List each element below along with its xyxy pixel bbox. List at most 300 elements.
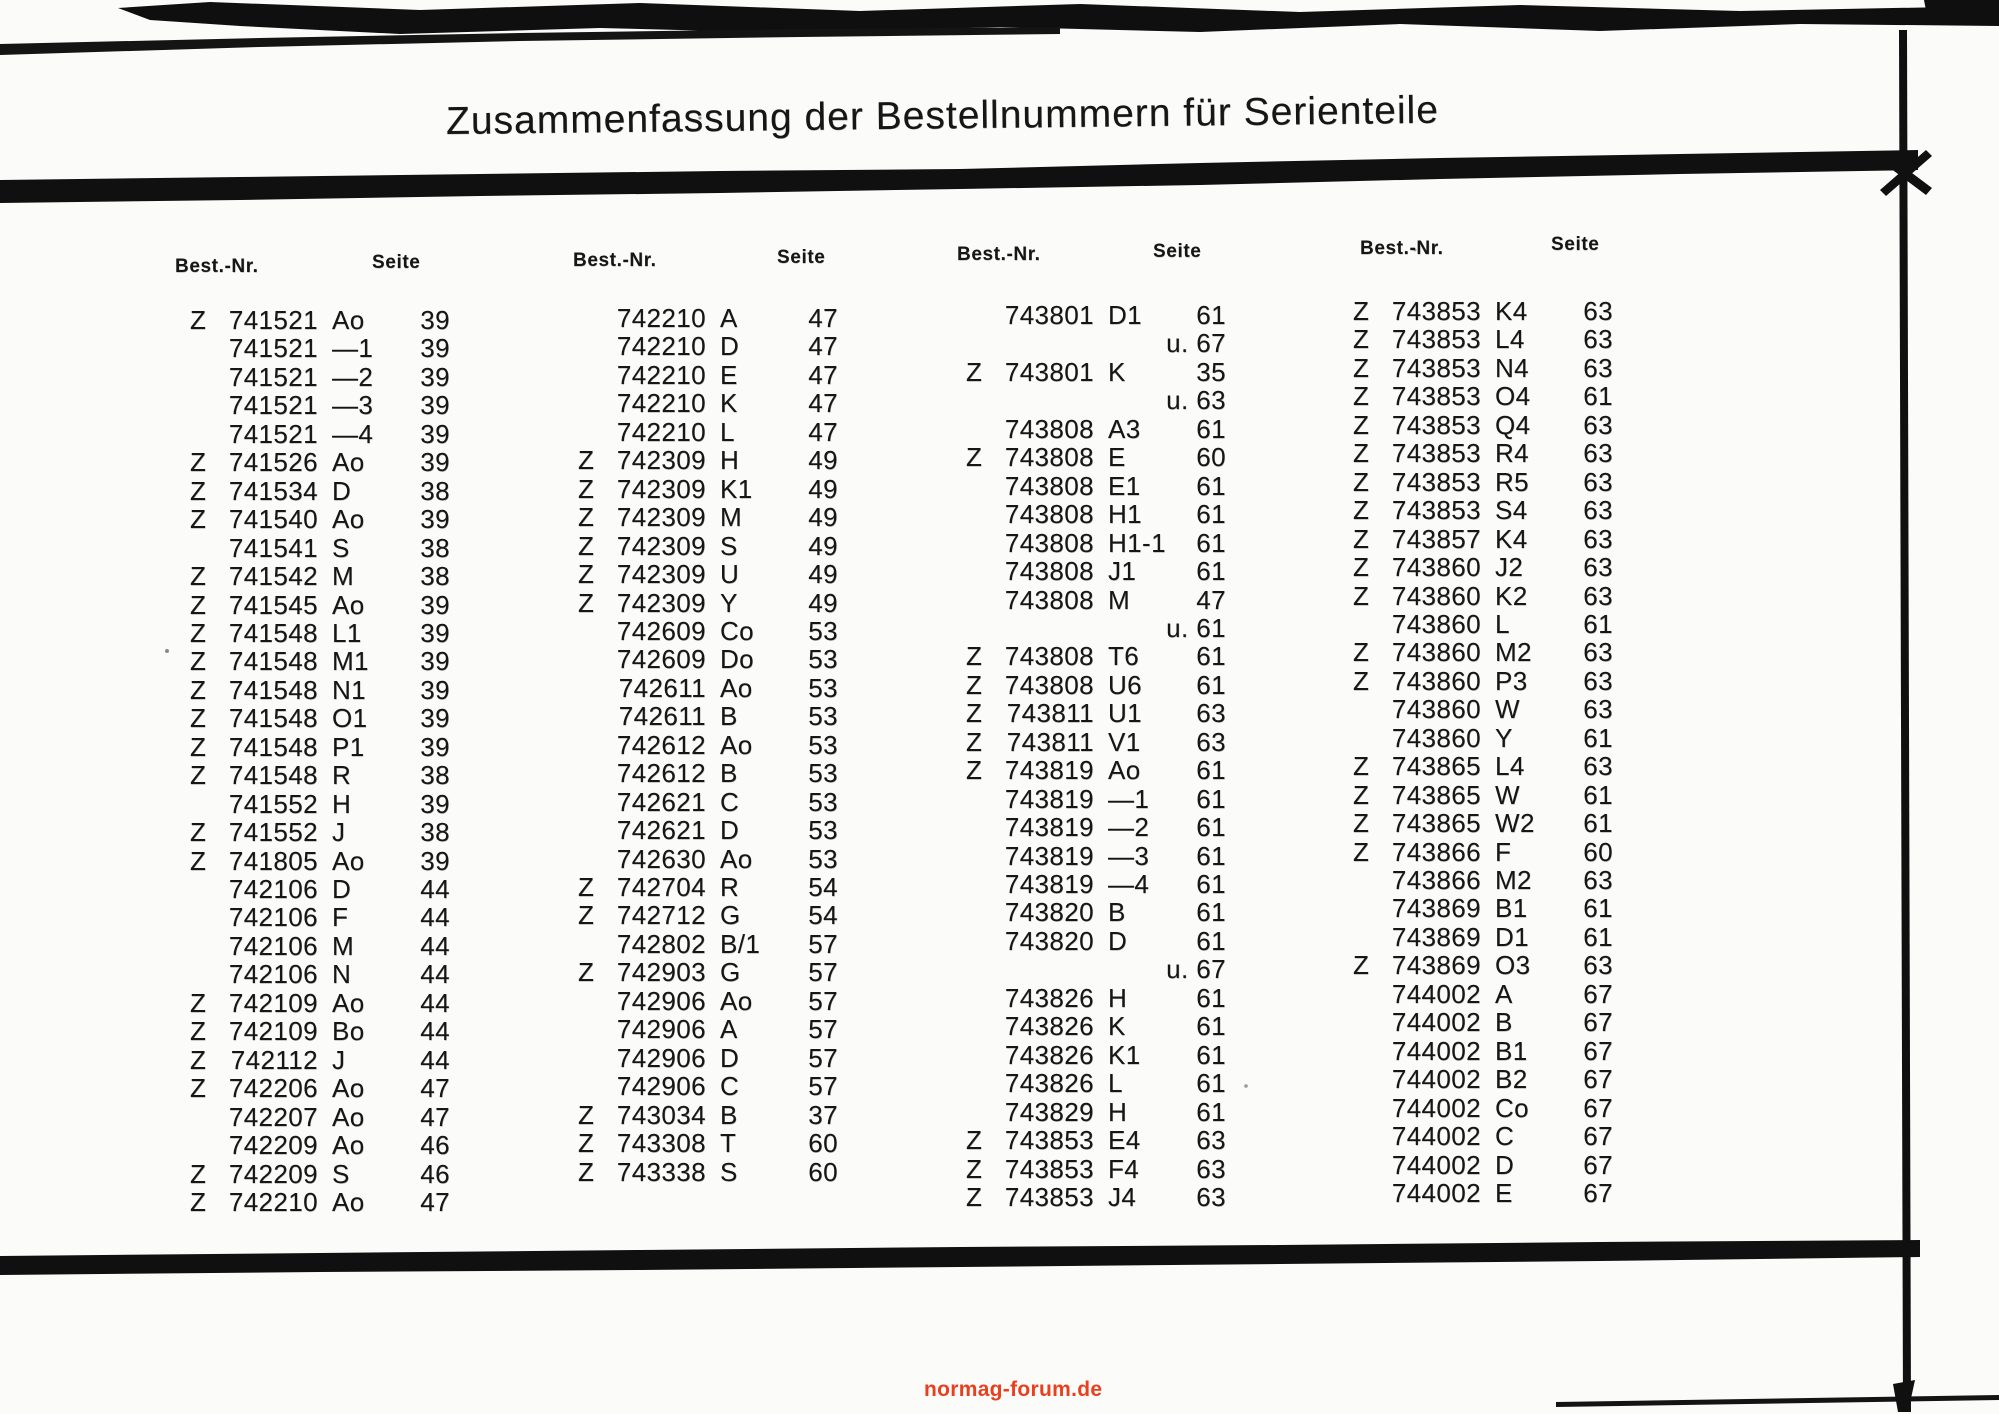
- table-row: [190, 447, 460, 475]
- order-number: 741805: [228, 846, 318, 876]
- page-number: 38: [420, 476, 450, 506]
- table-row: [966, 954, 1236, 982]
- order-number: 742906: [616, 1014, 706, 1044]
- page-number: 49: [808, 559, 838, 589]
- table-row: [578, 559, 848, 587]
- table-row: [1353, 751, 1623, 779]
- order-prefix: Z: [190, 1045, 207, 1075]
- table-row: [1353, 410, 1623, 438]
- table-row: [1353, 723, 1623, 751]
- order-prefix: Z: [1353, 524, 1370, 554]
- order-suffix: H: [332, 789, 352, 819]
- order-suffix: C: [1495, 1121, 1515, 1151]
- order-number: 742210: [228, 1187, 318, 1217]
- order-number: 741541: [228, 533, 318, 563]
- order-suffix: E: [1495, 1178, 1513, 1208]
- table-row: [578, 758, 848, 786]
- table-row: [190, 789, 460, 817]
- table-row: [966, 784, 1236, 812]
- order-prefix: Z: [1353, 950, 1370, 980]
- table-row: [966, 357, 1236, 385]
- order-number: 743808: [1004, 670, 1094, 700]
- order-number: 741552: [228, 817, 318, 847]
- table-row: [578, 815, 848, 843]
- order-number: 743826: [1004, 1068, 1094, 1098]
- page-number: 39: [420, 419, 450, 449]
- page-number: 63: [1583, 581, 1613, 611]
- table-row: [1353, 893, 1623, 921]
- order-suffix: J: [332, 1045, 346, 1075]
- order-number: 743826: [1004, 1040, 1094, 1070]
- table-row: [190, 1102, 460, 1130]
- table-row: [190, 1073, 460, 1101]
- right-margin-bottom-arrow: [1893, 1380, 1915, 1412]
- order-prefix: Z: [190, 561, 207, 591]
- table-row: [966, 528, 1236, 556]
- order-number: 742906: [616, 1071, 706, 1101]
- page-number: 67: [1583, 1121, 1613, 1151]
- page-number: 37: [808, 1100, 838, 1130]
- order-number: 742210: [616, 388, 706, 418]
- order-number: 742906: [616, 986, 706, 1016]
- order-number: 742802: [616, 929, 706, 959]
- order-suffix: Ao: [332, 1187, 365, 1217]
- page-number: 63: [1583, 524, 1613, 554]
- table-row: [966, 1182, 1236, 1210]
- table-row: [578, 417, 848, 445]
- page-number: 63: [1583, 865, 1613, 895]
- order-prefix: Z: [190, 1187, 207, 1217]
- order-number: 742109: [228, 988, 318, 1018]
- order-suffix: J4: [1108, 1182, 1137, 1212]
- order-prefix: Z: [1353, 324, 1370, 354]
- table-row: [190, 1045, 460, 1073]
- order-prefix: Z: [966, 698, 983, 728]
- order-suffix: F: [332, 902, 349, 932]
- page-number: 63: [1583, 694, 1613, 724]
- table-row: [578, 1128, 848, 1156]
- order-number: 742106: [228, 931, 318, 961]
- order-number: 742609: [616, 644, 706, 674]
- order-number: 741521: [228, 362, 318, 392]
- table-row: [578, 1100, 848, 1128]
- order-prefix: Z: [1353, 381, 1370, 411]
- order-suffix: L4: [1495, 324, 1525, 354]
- page-number: 67: [1583, 1093, 1613, 1123]
- order-number: 741521: [228, 419, 318, 449]
- order-suffix: M: [332, 931, 355, 961]
- page-number: 61: [1196, 471, 1226, 501]
- page-number: 39: [420, 646, 450, 676]
- order-prefix: Z: [1353, 780, 1370, 810]
- page-number: 63: [1583, 296, 1613, 326]
- order-suffix: Co: [720, 616, 755, 646]
- order-suffix: T6: [1108, 641, 1140, 671]
- order-suffix: B: [720, 1100, 738, 1130]
- table-row: [190, 931, 460, 959]
- order-number: 741552: [228, 789, 318, 819]
- order-suffix: K4: [1495, 524, 1528, 554]
- order-suffix: L: [1108, 1068, 1123, 1098]
- order-number: 742112: [230, 1045, 318, 1075]
- order-suffix: J1: [1108, 556, 1137, 586]
- table-row: [578, 900, 848, 928]
- page-number: 61: [1196, 841, 1226, 871]
- table-row: [966, 755, 1236, 783]
- order-prefix: Z: [1353, 438, 1370, 468]
- table-row: [190, 874, 460, 902]
- order-suffix: T: [720, 1128, 737, 1158]
- page-number: 63: [1583, 410, 1613, 440]
- title-rule: [0, 150, 1918, 203]
- page-number: 57: [808, 1043, 838, 1073]
- table-row: [966, 926, 1236, 954]
- table-row: [578, 844, 848, 872]
- table-row: [190, 618, 460, 646]
- order-number: 741545: [228, 590, 318, 620]
- order-prefix: Z: [190, 1073, 207, 1103]
- page-number: 61: [1196, 414, 1226, 444]
- order-suffix: R: [332, 760, 352, 790]
- table-row: [1353, 609, 1623, 637]
- order-number: 741521: [228, 305, 318, 335]
- order-number: 743869: [1391, 950, 1481, 980]
- table-column: [190, 305, 460, 1225]
- table-row: [966, 499, 1236, 527]
- page-number: 61: [1196, 897, 1226, 927]
- table-row: [578, 1071, 848, 1099]
- order-prefix: Z: [1353, 495, 1370, 525]
- order-suffix: W: [1495, 694, 1520, 724]
- page-number: 63: [1196, 1154, 1226, 1184]
- table-row: [966, 698, 1236, 726]
- page-number: 53: [808, 844, 838, 874]
- order-suffix: B1: [1495, 893, 1528, 923]
- page-number: 47: [420, 1073, 450, 1103]
- page-number: 67: [1583, 1036, 1613, 1066]
- table-row: [190, 419, 460, 447]
- table-row: [966, 442, 1236, 470]
- order-suffix: —4: [332, 419, 374, 449]
- order-prefix: Z: [966, 1154, 983, 1184]
- table-row: [1353, 865, 1623, 893]
- order-number: 743853: [1004, 1154, 1094, 1184]
- order-suffix: S: [720, 1157, 738, 1187]
- order-number: 742210: [616, 360, 706, 390]
- order-number: 743808: [1004, 471, 1094, 501]
- order-number: 743860: [1391, 666, 1481, 696]
- order-number: 743869: [1391, 893, 1481, 923]
- order-number: 741548: [228, 675, 318, 705]
- table-row: [1353, 666, 1623, 694]
- page-number: 53: [808, 758, 838, 788]
- order-number: 743034: [616, 1100, 706, 1130]
- page-number: 47: [420, 1187, 450, 1217]
- page-number: 53: [808, 787, 838, 817]
- table-column: [966, 300, 1236, 1220]
- order-suffix: F4: [1108, 1154, 1140, 1184]
- order-suffix: K1: [1108, 1040, 1141, 1070]
- page-number: 61: [1196, 499, 1226, 529]
- page-number: 44: [420, 988, 450, 1018]
- page-number: 49: [808, 502, 838, 532]
- page-number: 63: [1583, 353, 1613, 383]
- order-number: 743820: [1004, 926, 1094, 956]
- order-suffix: E: [1108, 442, 1126, 472]
- order-number: 743853: [1391, 381, 1481, 411]
- table-row: [966, 1154, 1236, 1182]
- page-number: 57: [808, 1014, 838, 1044]
- table-row: [190, 959, 460, 987]
- order-prefix: Z: [190, 646, 207, 676]
- page-number: 57: [808, 1071, 838, 1101]
- page-number: 47: [420, 1102, 450, 1132]
- order-prefix: Z: [966, 670, 983, 700]
- order-number: 742612: [616, 758, 706, 788]
- order-number: 741521: [228, 333, 318, 363]
- table-row: [966, 471, 1236, 499]
- order-suffix: N1: [332, 675, 367, 705]
- order-suffix: K: [1108, 357, 1126, 387]
- order-suffix: W: [1495, 780, 1520, 810]
- order-suffix: R: [720, 872, 740, 902]
- table-row: [190, 703, 460, 731]
- table-row: [578, 787, 848, 815]
- order-suffix: L: [1495, 609, 1510, 639]
- table-row: [190, 1130, 460, 1158]
- order-number: 742210: [616, 303, 706, 333]
- order-suffix: M1: [332, 646, 369, 676]
- order-prefix: Z: [966, 755, 983, 785]
- order-number: 743866: [1391, 837, 1481, 867]
- page-number: 61: [1196, 670, 1226, 700]
- page-number: 44: [420, 1016, 450, 1046]
- order-prefix: Z: [966, 1182, 983, 1212]
- table-row: [578, 1157, 848, 1185]
- order-number: 742621: [616, 815, 706, 845]
- table-row: [966, 613, 1236, 641]
- order-suffix: Ao: [332, 846, 365, 876]
- order-number: 743811: [1006, 727, 1094, 757]
- order-number: 744002: [1391, 1150, 1481, 1180]
- page-number: 60: [1583, 837, 1613, 867]
- page-number: 60: [1196, 442, 1226, 472]
- order-prefix: Z: [1353, 353, 1370, 383]
- table-row: [966, 1040, 1236, 1068]
- table-row: [190, 390, 460, 418]
- scan-speck: [165, 649, 169, 653]
- page-number: 63: [1196, 698, 1226, 728]
- page-number: 61: [1583, 922, 1613, 952]
- order-number: 744002: [1391, 1064, 1481, 1094]
- page-number: 67: [1583, 979, 1613, 1009]
- order-number: 741548: [228, 703, 318, 733]
- order-suffix: E: [720, 360, 738, 390]
- order-suffix: O3: [1495, 950, 1531, 980]
- order-number: 743338: [616, 1157, 706, 1187]
- order-prefix: Z: [578, 531, 595, 561]
- order-suffix: —1: [332, 333, 374, 363]
- page-number: 63: [1196, 1182, 1226, 1212]
- page-number: 61: [1583, 381, 1613, 411]
- page-number: 63: [1583, 495, 1613, 525]
- order-number: 742210: [616, 331, 706, 361]
- order-suffix: Ao: [332, 1102, 365, 1132]
- order-prefix: Z: [190, 1016, 207, 1046]
- order-number: 743808: [1004, 414, 1094, 444]
- order-number: 743808: [1004, 641, 1094, 671]
- order-suffix: B: [1495, 1007, 1513, 1037]
- page-number: 44: [420, 902, 450, 932]
- bottom-right-hairline: [1556, 1395, 1999, 1407]
- order-number: 742106: [228, 902, 318, 932]
- page-number: 61: [1583, 780, 1613, 810]
- order-number: 743865: [1391, 751, 1481, 781]
- order-suffix: Ao: [720, 730, 753, 760]
- order-suffix: K2: [1495, 581, 1528, 611]
- page-number: 47: [808, 360, 838, 390]
- table-row: [190, 590, 460, 618]
- order-suffix: D: [1495, 1150, 1515, 1180]
- table-row: [1353, 808, 1623, 836]
- right-margin-line: [1899, 30, 1911, 1412]
- page-number: 67: [1583, 1064, 1613, 1094]
- order-prefix: Z: [1353, 637, 1370, 667]
- page-number: 39: [420, 703, 450, 733]
- page-number: 61: [1196, 755, 1226, 785]
- order-suffix: Q4: [1495, 410, 1531, 440]
- page-number: 53: [808, 815, 838, 845]
- order-suffix: Bo: [332, 1016, 365, 1046]
- order-number: 742704: [616, 872, 706, 902]
- page-number: 39: [420, 504, 450, 534]
- footer-rule: [0, 1240, 1920, 1275]
- order-suffix: —2: [332, 362, 374, 392]
- order-suffix: J2: [1495, 552, 1524, 582]
- page-number: 46: [420, 1159, 450, 1189]
- page-number: 39: [420, 789, 450, 819]
- table-row: [578, 531, 848, 559]
- table-row: [966, 897, 1236, 925]
- order-prefix: Z: [190, 618, 207, 648]
- table-row: [578, 588, 848, 616]
- page-number: 38: [420, 561, 450, 591]
- order-suffix: S4: [1495, 495, 1528, 525]
- page-number: 39: [420, 390, 450, 420]
- page-number: 67: [1583, 1150, 1613, 1180]
- page-number: 54: [808, 872, 838, 902]
- order-number: 742903: [616, 957, 706, 987]
- order-suffix: Y: [1495, 723, 1513, 753]
- order-suffix: D: [332, 476, 352, 506]
- page-number: 38: [420, 533, 450, 563]
- order-number: 743866: [1391, 865, 1481, 895]
- table-row: [1353, 1178, 1623, 1206]
- table-row: [966, 300, 1236, 328]
- column-header-seite: Seite: [372, 252, 421, 273]
- table-row: [190, 1159, 460, 1187]
- page-number: 47: [808, 303, 838, 333]
- order-number: 744002: [1391, 1007, 1481, 1037]
- table-row: [190, 504, 460, 532]
- order-suffix: O4: [1495, 381, 1531, 411]
- order-suffix: Ao: [332, 305, 365, 335]
- page-number: 53: [808, 701, 838, 731]
- table-row: [966, 812, 1236, 840]
- table-row: [966, 585, 1236, 613]
- order-number: 743865: [1391, 808, 1481, 838]
- order-suffix: M2: [1495, 637, 1532, 667]
- table-row: [966, 983, 1236, 1011]
- page-number: 39: [420, 732, 450, 762]
- order-number: 743860: [1391, 552, 1481, 582]
- order-suffix: L: [720, 417, 735, 447]
- table-row: [1353, 296, 1623, 324]
- order-number: 744002: [1391, 1036, 1481, 1066]
- order-suffix: Co: [1495, 1093, 1530, 1123]
- order-suffix: E4: [1108, 1125, 1141, 1155]
- table-row: [1353, 1007, 1623, 1035]
- order-prefix: Z: [190, 590, 207, 620]
- page-number: 39: [420, 618, 450, 648]
- page-number: 47: [808, 388, 838, 418]
- order-number: 742611: [618, 701, 706, 731]
- table-row: [190, 533, 460, 561]
- table-row: [190, 561, 460, 589]
- order-number: 743860: [1391, 694, 1481, 724]
- order-number: 743826: [1004, 1011, 1094, 1041]
- order-number: 742906: [616, 1043, 706, 1073]
- page-number: 61: [1583, 893, 1613, 923]
- table-row: [578, 388, 848, 416]
- order-suffix: B: [720, 701, 738, 731]
- order-suffix: U1: [1108, 698, 1143, 728]
- table-row: [966, 869, 1236, 897]
- order-suffix: Ao: [332, 1073, 365, 1103]
- order-suffix: U6: [1108, 670, 1143, 700]
- table-row: [190, 646, 460, 674]
- page-number: 63: [1583, 552, 1613, 582]
- order-number: 743808: [1004, 442, 1094, 472]
- page-number: u. 67: [1166, 328, 1226, 358]
- page-number: 63: [1583, 751, 1613, 781]
- order-number: 743811: [1006, 698, 1094, 728]
- table-row: [1353, 1121, 1623, 1149]
- order-prefix: Z: [190, 447, 207, 477]
- table-column: [1353, 296, 1623, 1216]
- order-number: 741548: [228, 760, 318, 790]
- order-number: 743853: [1391, 324, 1481, 354]
- order-suffix: N4: [1495, 353, 1530, 383]
- order-prefix: Z: [1353, 666, 1370, 696]
- order-prefix: Z: [190, 846, 207, 876]
- table-row: [190, 988, 460, 1016]
- order-suffix: E1: [1108, 471, 1141, 501]
- order-prefix: Z: [578, 559, 595, 589]
- order-number: 742207: [228, 1102, 318, 1132]
- page-number: 53: [808, 673, 838, 703]
- order-suffix: O1: [332, 703, 368, 733]
- page-number: 39: [420, 362, 450, 392]
- table-row: [966, 1011, 1236, 1039]
- order-prefix: Z: [966, 641, 983, 671]
- page-number: 47: [808, 417, 838, 447]
- order-prefix: Z: [190, 732, 207, 762]
- table-row: [190, 305, 460, 333]
- order-prefix: Z: [966, 442, 983, 472]
- order-suffix: M: [720, 502, 743, 532]
- order-number: 742109: [228, 1016, 318, 1046]
